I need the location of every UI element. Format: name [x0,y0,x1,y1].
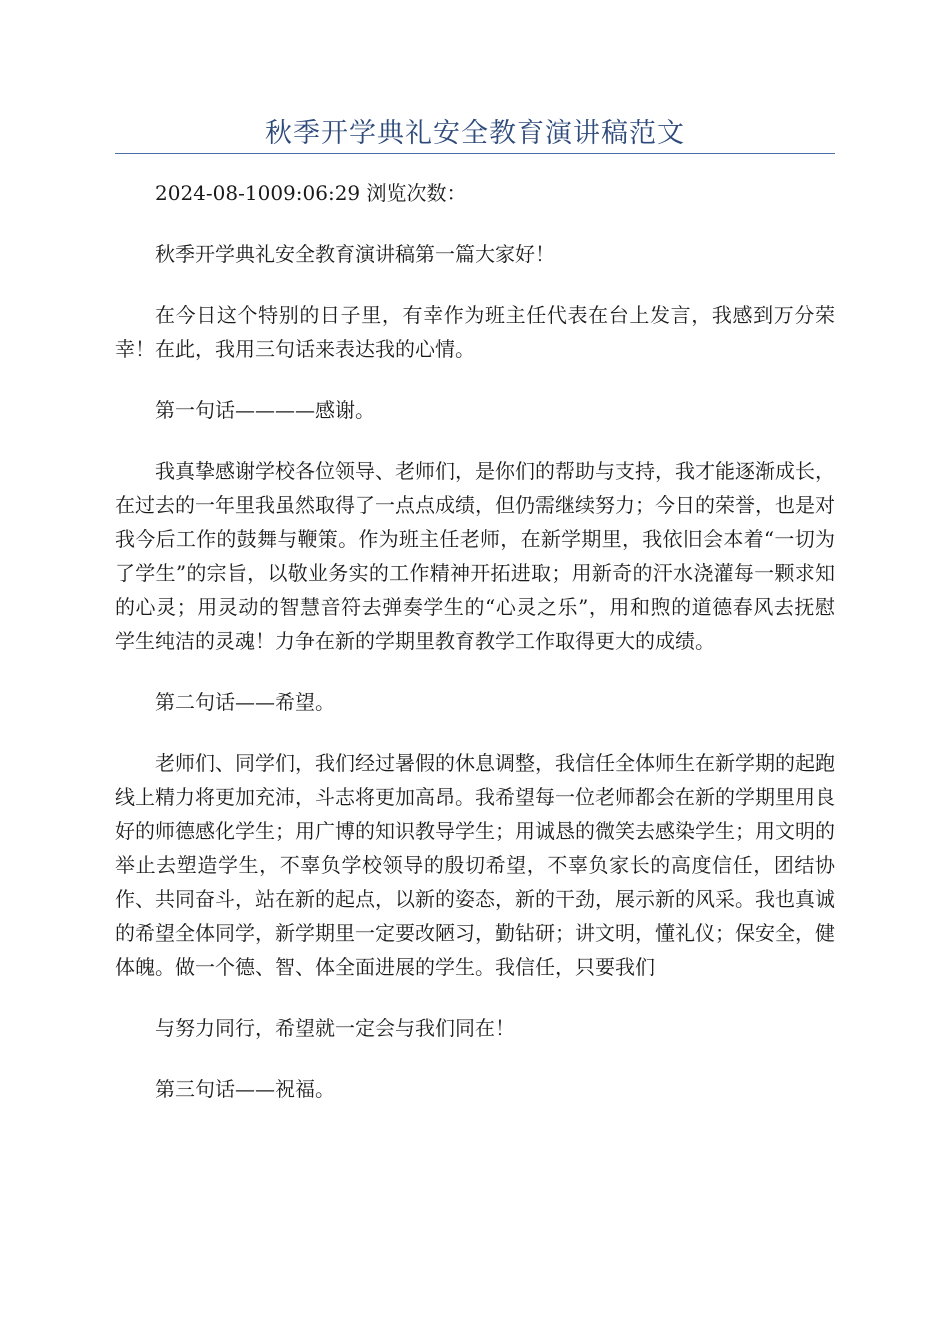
meta-line: 2024-08-1009:06:29 浏览次数： [155,181,467,205]
document-title: 秋季开学典礼安全教育演讲稿范文 [265,118,685,149]
paragraph-intro: 在今日这个特别的日子里，有幸作为班主任代表在台上发言，我感到万分荣幸！在此，我用三句话来表达我的心情。 [115,303,835,361]
title-underline [115,153,835,154]
document-body [115,176,835,1133]
heading-hope: 第二句话——希望。 [155,690,335,714]
paragraph-hope: 老师们、同学们，我们经过暑假的休息调整，我信任全体师生在新学期的起跑线上精力将更加充沛，斗志将更加高昂。我希望每一位老师都会在新的学期里用良好的师德感化学生；用广博的知识教导学生；用诚恳的微笑去感染学生；用文明的举止去塑造学生，不辜负学校领导的殷切希望，不辜负家长的高度信任，团结协作、共同奋斗，站在新的起点，以新的姿态，新的干劲，展示新的风采。我也真诚的希望全体同学，新学期里一定要改陋习，勤钻研；讲文明，懂礼仪；保安全，健体魄。做一个德、智、体全面进展的学生。我信任，只要我们 [115,751,835,979]
heading-thanks: 第一句话————感谢。 [155,398,375,422]
paragraph-thanks: 我真挚感谢学校各位领导、老师们，是你们的帮助与支持，我才能逐渐成长，在过去的一年里我虽然取得了一点点成绩，但仍需继续努力；今日的荣誉，也是对我今后工作的鼓舞与鞭策。作为班主任老师，在新学期里，我依旧会本着“一切为了学生”的宗旨，以敬业务实的工作精神开拓进取；用新奇的汗水浇灌每一颗求知的心灵；用灵动的智慧音符去弹奏学生的“心灵之乐”，用和煦的道德春风去抚慰学生纯洁的灵魂！力争在新的学期里教育教学工作取得更大的成绩。 [115,459,835,653]
heading-blessing: 第三句话——祝福。 [155,1077,335,1101]
paragraph-greeting: 秋季开学典礼安全教育演讲稿第一篇大家好！ [155,242,555,266]
paragraph-hope-continued: 与努力同行，希望就一定会与我们同在！ [155,1016,515,1040]
